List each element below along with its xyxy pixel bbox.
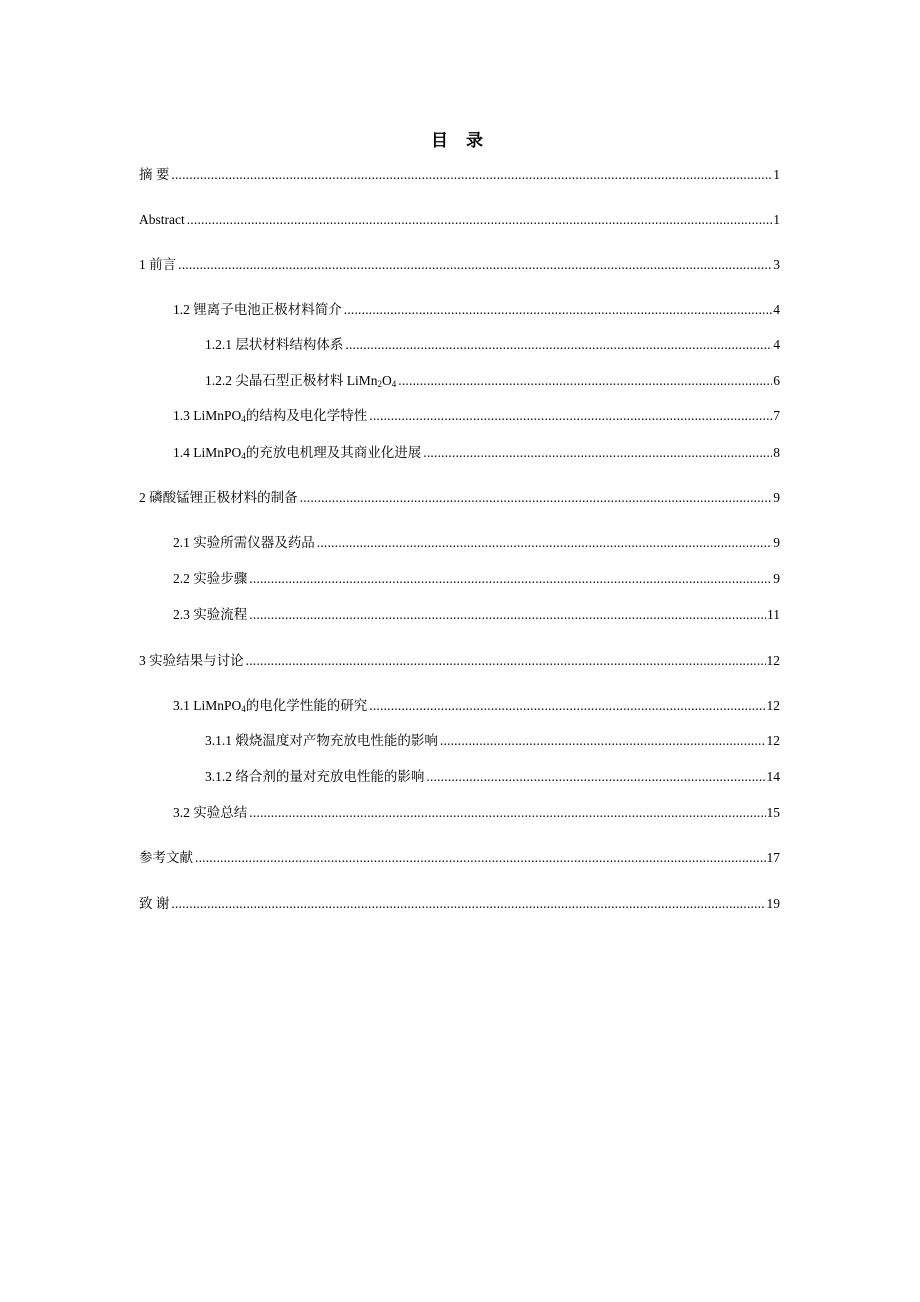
- toc-entry-label: 3 实验结果与讨论: [139, 653, 244, 668]
- toc-leader-dots: [171, 895, 765, 913]
- toc-leader-dots: [440, 732, 766, 750]
- toc-entry-label: 参考文献: [139, 850, 193, 865]
- toc-entry-abstract-en[interactable]: [139, 207, 780, 229]
- toc-entry-label: 2 磷酸锰锂正极材料的制备: [139, 490, 298, 505]
- toc-leader-dots: [187, 211, 773, 229]
- toc-entry-page: 12: [766, 698, 780, 713]
- toc-title: 目 录: [431, 131, 489, 151]
- toc-leader-dots: [369, 697, 765, 715]
- toc-leader-dots: [249, 570, 772, 588]
- toc-entry-page: 4: [773, 337, 780, 352]
- toc-leader-dots: [178, 256, 772, 274]
- toc-entry-section-3-1[interactable]: [173, 693, 780, 715]
- toc-leader-dots: [344, 301, 773, 319]
- toc-entry-page: 14: [766, 769, 780, 784]
- toc-entry-section-3-1-2[interactable]: [205, 764, 780, 786]
- toc-entry-page: 9: [773, 535, 780, 550]
- toc-entry-label: 1.3 LiMnPO$_4$的结构及电化学特性: [173, 408, 368, 424]
- toc-entry-label: 摘 要: [139, 167, 170, 182]
- toc-entry-label: 1.2 锂离子电池正极材料简介: [173, 302, 342, 317]
- toc-leader-dots: [300, 489, 773, 507]
- toc-leader-dots: [398, 372, 772, 390]
- toc-entry-page: 3: [773, 257, 780, 272]
- toc-entry-page: 8: [773, 445, 780, 460]
- toc-entry-label: 1 前言: [139, 257, 177, 272]
- toc-entry-page: 4: [773, 302, 780, 317]
- toc-entry-page: 17: [766, 850, 780, 865]
- toc-entry-label: 2.2 实验步骤: [173, 571, 248, 586]
- toc-entry-page: 11: [767, 607, 780, 622]
- toc-entry-label: 3.1.2 络合剂的量对充放电性能的影响: [205, 769, 425, 784]
- toc-entry-page: 9: [773, 490, 780, 505]
- toc-entry-label: 3.1.1 煅烧温度对产物充放电性能的影响: [205, 733, 438, 748]
- toc-entry-label: 3.1 LiMnPO$_4$的电化学性能的研究: [173, 698, 368, 714]
- toc-entry-label: 2.1 实验所需仪器及药品: [173, 535, 315, 550]
- toc-leader-dots: [246, 652, 766, 670]
- toc-entry-section-1-2[interactable]: [173, 297, 780, 319]
- toc-entry-page: 12: [766, 653, 780, 668]
- toc-entry-page: 9: [773, 571, 780, 586]
- toc-entry-page: 12: [766, 733, 780, 748]
- toc-entry-section-1-2-2[interactable]: [205, 368, 780, 390]
- toc-entry-section-2-3[interactable]: [173, 602, 780, 624]
- toc-leader-dots: [369, 407, 772, 425]
- toc-entry-page: 1: [773, 167, 780, 182]
- toc-entry-label: 1.2.2 尖晶石型正极材料 $LiMn_2O_4$: [205, 373, 397, 389]
- toc-entry-section-2-1[interactable]: [173, 530, 780, 552]
- toc-entry-references[interactable]: [139, 845, 780, 867]
- toc-leader-dots: [317, 534, 773, 552]
- toc-leader-dots: [345, 336, 772, 354]
- toc-entry-section-1-4[interactable]: [173, 440, 780, 462]
- toc-entry-chapter-2[interactable]: [139, 485, 780, 507]
- toc-entry-label: 3.2 实验总结: [173, 805, 248, 820]
- toc-entry-chapter-1[interactable]: [139, 252, 780, 274]
- toc-leader-dots: [249, 804, 765, 822]
- toc-entry-section-1-2-1[interactable]: [205, 332, 780, 354]
- toc-entry-section-3-2[interactable]: [173, 800, 780, 822]
- toc-entry-page: 19: [766, 896, 780, 911]
- toc-entry-abstract-cn[interactable]: [139, 162, 780, 184]
- toc-leader-dots: [195, 849, 766, 867]
- toc-leader-dots: [426, 768, 765, 786]
- toc-entry-page: 1: [773, 212, 780, 227]
- toc-entry-section-1-3[interactable]: [173, 403, 780, 425]
- toc-leader-dots: [249, 606, 766, 624]
- toc-entry-section-2-2[interactable]: [173, 566, 780, 588]
- toc-entry-page: 15: [766, 805, 780, 820]
- toc-entry-chapter-3[interactable]: [139, 648, 780, 670]
- toc-entry-label: Abstract: [139, 212, 185, 227]
- toc-entry-acknowledgements[interactable]: [139, 891, 780, 913]
- toc-entry-label: 1.2.1 层状材料结构体系: [205, 337, 344, 352]
- toc-entry-page: 7: [773, 408, 780, 423]
- toc-leader-dots: [171, 166, 772, 184]
- toc-leader-dots: [423, 444, 772, 462]
- toc-entry-section-3-1-1[interactable]: [205, 728, 780, 750]
- toc-entry-page: 6: [773, 373, 780, 388]
- toc-entry-label: 1.4 LiMnPO$_4$的充放电机理及其商业化进展: [173, 445, 422, 461]
- toc-entry-label: 致 谢: [139, 896, 170, 911]
- toc-entry-label: 2.3 实验流程: [173, 607, 248, 622]
